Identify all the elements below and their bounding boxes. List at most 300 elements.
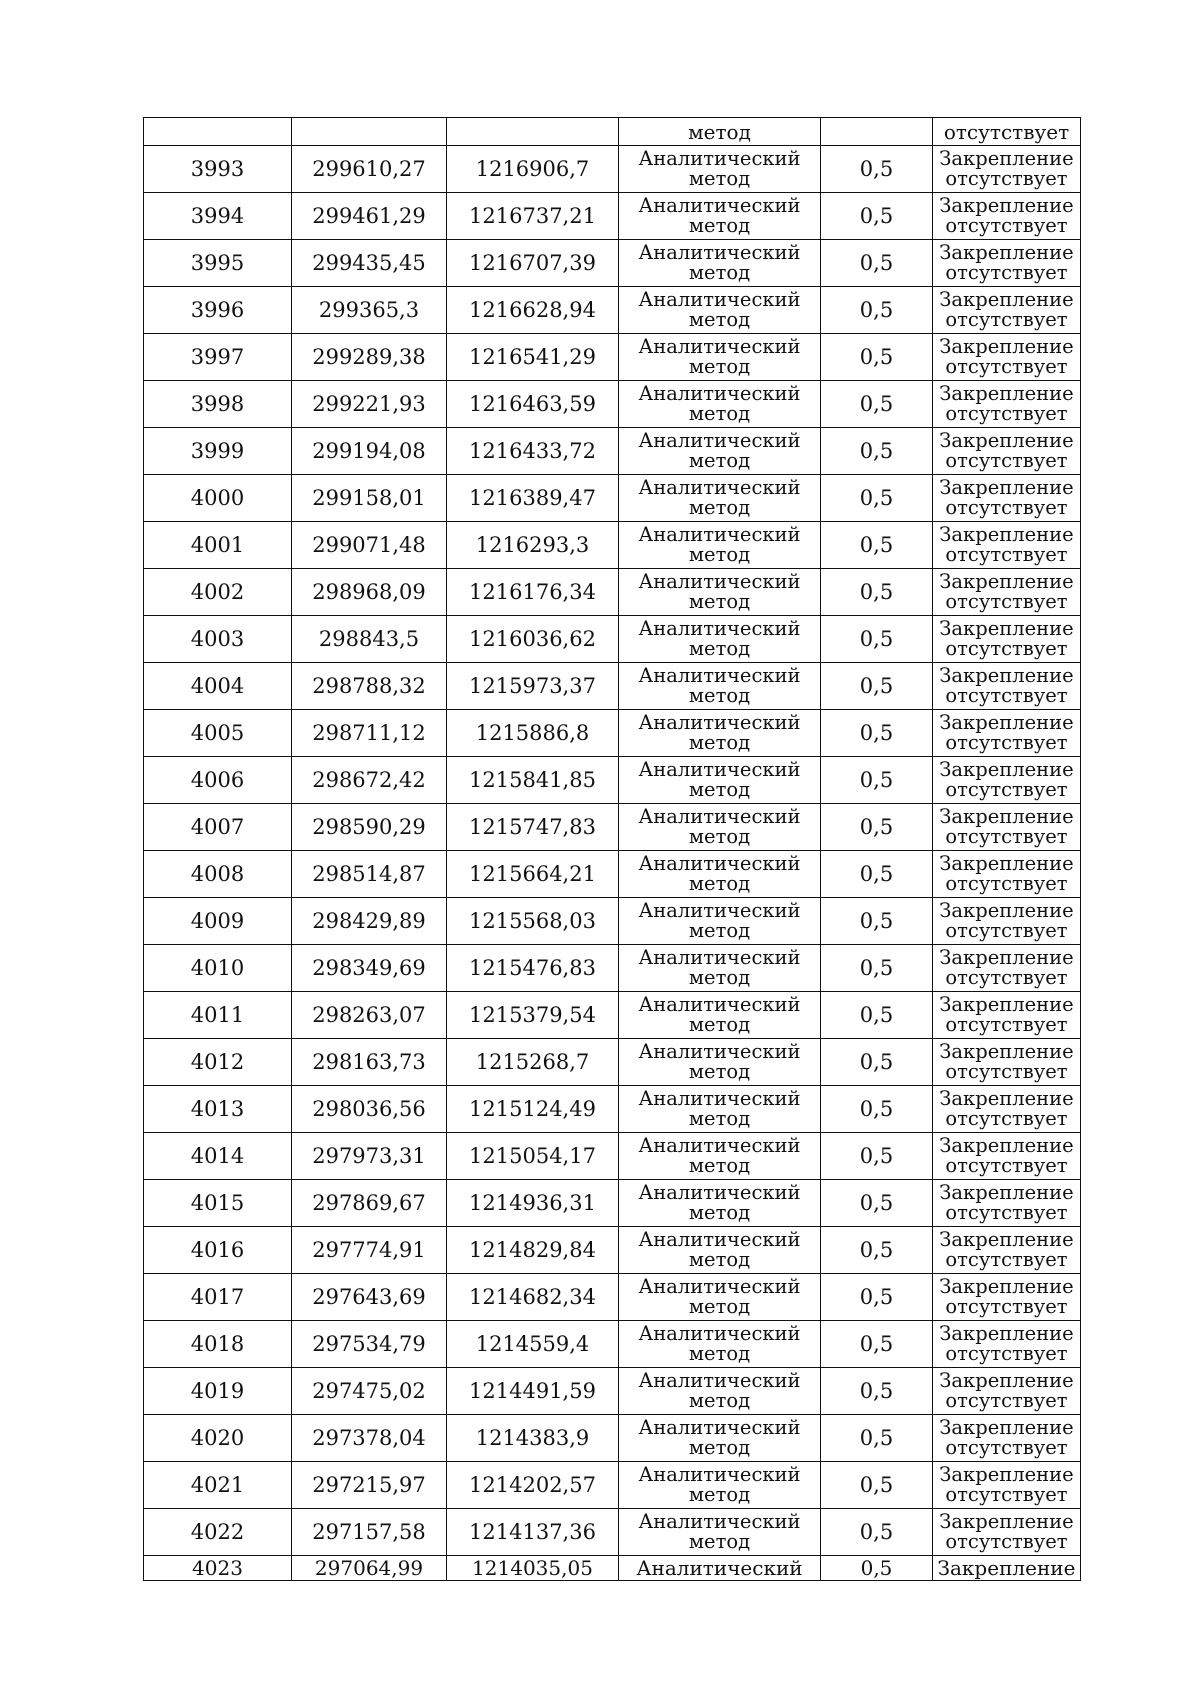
- fixing-line-1: Закрепление: [939, 711, 1074, 734]
- cell-fixing: Закрепление: [933, 1556, 1081, 1581]
- method-line-1: Аналитический: [638, 946, 801, 969]
- fixing-line-1: Закрепление: [939, 946, 1074, 969]
- cell-method: [619, 428, 821, 475]
- cell-fixing: [933, 1509, 1081, 1556]
- table-row: [144, 146, 1081, 193]
- method-line-2: метод: [688, 1154, 751, 1177]
- fixing-line-2: отсутствует: [945, 261, 1068, 284]
- cell-method: [619, 851, 821, 898]
- cell-point-number: 4009: [144, 898, 292, 945]
- cell-x: 297643,69: [292, 1274, 447, 1321]
- table-row: [144, 240, 1081, 287]
- cell-fixing: [933, 804, 1081, 851]
- fixing-line-2: отсутствует: [945, 1201, 1068, 1224]
- cell-y: 1216036,62: [447, 616, 619, 663]
- method-line-2: метод: [688, 496, 751, 519]
- cell-point-number: 4015: [144, 1180, 292, 1227]
- cell-accuracy: 0,5: [821, 992, 933, 1039]
- fixing-line-2: отсутствует: [945, 684, 1068, 707]
- method-line-2: метод: [688, 919, 751, 942]
- method-line-1: Аналитический: [638, 335, 801, 358]
- cell-method: [619, 381, 821, 428]
- cell-accuracy: 0,5: [821, 1086, 933, 1133]
- method-line-2: метод: [688, 1201, 751, 1224]
- cell-y: 1216906,7: [447, 146, 619, 193]
- cell-y: 1214383,9: [447, 1415, 619, 1462]
- cell-x: 297774,91: [292, 1227, 447, 1274]
- method-line-2: метод: [688, 1342, 751, 1365]
- method-line-1: Аналитический: [638, 1322, 801, 1345]
- cell-x: 299221,93: [292, 381, 447, 428]
- fixing-line-1: Закрепление: [939, 1416, 1074, 1439]
- method-line-1: Аналитический: [638, 194, 801, 217]
- cell-accuracy: 0,5: [821, 1180, 933, 1227]
- fixing-line-2: отсутствует: [945, 1248, 1068, 1271]
- cell-y: 1216707,39: [447, 240, 619, 287]
- cell-x: 298429,89: [292, 898, 447, 945]
- coordinates-table: [143, 117, 1081, 1581]
- cell-point-number: 4006: [144, 757, 292, 804]
- method-line-2: метод: [688, 261, 751, 284]
- cell-point-number: 4001: [144, 522, 292, 569]
- cell-method: [619, 945, 821, 992]
- cell-x: 298843,5: [292, 616, 447, 663]
- method-line-1: Аналитический: [638, 288, 801, 311]
- method-line-1: Аналитический: [638, 1040, 801, 1063]
- method-line-2: метод: [688, 1389, 751, 1412]
- table-row: [144, 1227, 1081, 1274]
- cell-point-number: 4005: [144, 710, 292, 757]
- fixing-line-1: Закрепление: [939, 382, 1074, 405]
- table-row: [144, 804, 1081, 851]
- method-line-2: метод: [688, 543, 751, 566]
- method-line-2: метод: [688, 355, 751, 378]
- method-line-1: Аналитический: [638, 1463, 801, 1486]
- method-line-1: Аналитический: [638, 147, 801, 170]
- table-row: [144, 1274, 1081, 1321]
- cell-method: [619, 1133, 821, 1180]
- cell-point-number: 4018: [144, 1321, 292, 1368]
- cell-y: 1216389,47: [447, 475, 619, 522]
- cell-accuracy: 0,5: [821, 851, 933, 898]
- method-line-1: Аналитический: [638, 476, 801, 499]
- method-line-1: Аналитический: [638, 1416, 801, 1439]
- cell-point-number: 4013: [144, 1086, 292, 1133]
- cell-method: [619, 569, 821, 616]
- fixing-line-2: отсутствует: [945, 966, 1068, 989]
- cell-y: 1215124,49: [447, 1086, 619, 1133]
- method-line-1: Аналитический: [638, 1134, 801, 1157]
- cell-x: 299435,45: [292, 240, 447, 287]
- fixing-line-1: Закрепление: [939, 617, 1074, 640]
- cell-point-number: 4010: [144, 945, 292, 992]
- method-line-2: метод: [688, 778, 751, 801]
- cell-point-number: 4011: [144, 992, 292, 1039]
- table-row: [144, 1321, 1081, 1368]
- cell-fixing: [933, 1368, 1081, 1415]
- cell-y: 1214936,31: [447, 1180, 619, 1227]
- method-line-1: Аналитический: [638, 1087, 801, 1110]
- fixing-line-1: Закрепление: [939, 147, 1074, 170]
- cell-accuracy: 0,5: [821, 334, 933, 381]
- cell-y: 1216176,34: [447, 569, 619, 616]
- fixing-line-1: Закрепление: [939, 852, 1074, 875]
- method-line-1: Аналитический: [638, 1181, 801, 1204]
- table-row: [144, 428, 1081, 475]
- method-line-2: метод: [688, 1295, 751, 1318]
- fixing-line-1: Закрепление: [939, 805, 1074, 828]
- table-row: [144, 1415, 1081, 1462]
- cell-accuracy: 0,5: [821, 710, 933, 757]
- fixing-line-2: отсутствует: [945, 731, 1068, 754]
- cell-fixing: [933, 1415, 1081, 1462]
- method-line-2: метод: [688, 1436, 751, 1459]
- fixing-line-2: отсутствует: [945, 1483, 1068, 1506]
- table-row: [144, 1368, 1081, 1415]
- method-line-1: Аналитический: [638, 1275, 801, 1298]
- fixing-line-2: отсутствует: [945, 825, 1068, 848]
- cell-accuracy: 0,5: [821, 146, 933, 193]
- cell-accuracy: 0,5: [821, 1462, 933, 1509]
- method-line-2: метод: [688, 214, 751, 237]
- fixing-line-1: Закрепление: [939, 1275, 1074, 1298]
- table-row: [144, 381, 1081, 428]
- cell-y: 1216737,21: [447, 193, 619, 240]
- cell-accuracy: 0,5: [821, 616, 933, 663]
- cell-fixing: [933, 240, 1081, 287]
- method-line-2: метод: [688, 1060, 751, 1083]
- fixing-line-1: Закрепление: [939, 570, 1074, 593]
- method-line-1: Аналитический: [638, 711, 801, 734]
- cell-fixing: [933, 710, 1081, 757]
- fixing-line-2: отсутствует: [945, 1530, 1068, 1553]
- cell-x: 297869,67: [292, 1180, 447, 1227]
- cell-point-number: 3996: [144, 287, 292, 334]
- cell-method: [619, 1227, 821, 1274]
- cell-fixing: [933, 1227, 1081, 1274]
- cell-point-number: 4021: [144, 1462, 292, 1509]
- cell-fixing: [933, 851, 1081, 898]
- fixing-line-2: отсутствует: [945, 1436, 1068, 1459]
- cell-point-number: 4000: [144, 475, 292, 522]
- method-line-1: Аналитический: [638, 570, 801, 593]
- cell-accuracy: 0,5: [821, 1415, 933, 1462]
- cell-x: 297534,79: [292, 1321, 447, 1368]
- cell-y: 1214137,36: [447, 1509, 619, 1556]
- method-line-2: метод: [688, 637, 751, 660]
- fixing-line-2: отсутствует: [945, 590, 1068, 613]
- cell-method: [619, 992, 821, 1039]
- cell-point-number: 4020: [144, 1415, 292, 1462]
- cell-point-number: 4023: [144, 1556, 292, 1581]
- cell-fixing: [933, 1086, 1081, 1133]
- cell-method: [619, 193, 821, 240]
- cell-fixing: [933, 663, 1081, 710]
- method-line-2: метод: [688, 308, 751, 331]
- cell-fixing: [933, 1321, 1081, 1368]
- cell-x: 298590,29: [292, 804, 447, 851]
- fixing-line-1: Закрепление: [939, 993, 1074, 1016]
- method-line-2: метод: [688, 731, 751, 754]
- cell-point-number: 4008: [144, 851, 292, 898]
- cell-y: 1214491,59: [447, 1368, 619, 1415]
- cell-x: 299194,08: [292, 428, 447, 475]
- cell-x: 299461,29: [292, 193, 447, 240]
- method-line-2: метод: [688, 449, 751, 472]
- method-line-2: метод: [688, 1013, 751, 1036]
- fixing-line-1: Закрепление: [939, 288, 1074, 311]
- fixing-line-2: отсутствует: [945, 1013, 1068, 1036]
- fixing-line-2: отсутствует: [945, 1342, 1068, 1365]
- fixing-line-1: Закрепление: [939, 476, 1074, 499]
- cell-point-number: 4017: [144, 1274, 292, 1321]
- cell-fixing: [933, 569, 1081, 616]
- cell-point-number: 4016: [144, 1227, 292, 1274]
- cell-x: [292, 118, 447, 146]
- table-row: [144, 945, 1081, 992]
- fixing-line-1: Закрепление: [939, 1134, 1074, 1157]
- method-line-2: метод: [688, 825, 751, 848]
- cell-x: 298263,07: [292, 992, 447, 1039]
- cell-x: 298711,12: [292, 710, 447, 757]
- method-line-2: метод: [688, 590, 751, 613]
- method-line-1: Аналитический: [638, 993, 801, 1016]
- fixing-line-2: отсутствует: [945, 402, 1068, 425]
- cell-accuracy: 0,5: [821, 898, 933, 945]
- cell-x: 298672,42: [292, 757, 447, 804]
- cell-accuracy: 0,5: [821, 287, 933, 334]
- method-line-2: метод: [688, 1483, 751, 1506]
- cell-method: [619, 898, 821, 945]
- fixing-line-2: отсутствует: [945, 496, 1068, 519]
- fixing-line-1: Закрепление: [939, 1369, 1074, 1392]
- cell-accuracy: 0,5: [821, 1321, 933, 1368]
- cell-point-number: 3994: [144, 193, 292, 240]
- cell-x: 298514,87: [292, 851, 447, 898]
- method-line-2: метод: [688, 966, 751, 989]
- cell-fixing: [933, 1039, 1081, 1086]
- table-row: [144, 616, 1081, 663]
- cell-accuracy: 0,5: [821, 945, 933, 992]
- cell-y: 1216541,29: [447, 334, 619, 381]
- table-row-continuation: [144, 118, 1081, 146]
- cell-accuracy: 0,5: [821, 428, 933, 475]
- fixing-line-1: Закрепление: [939, 1040, 1074, 1063]
- cell-accuracy: 0,5: [821, 1556, 933, 1581]
- method-line-1: Аналитический: [638, 1510, 801, 1533]
- cell-y: 1216433,72: [447, 428, 619, 475]
- fixing-line-1: Закрепление: [939, 241, 1074, 264]
- method-line-2: метод: [688, 167, 751, 190]
- cell-accuracy: 0,5: [821, 1368, 933, 1415]
- table-row: [144, 522, 1081, 569]
- fixing-line-1: Закрепление: [939, 899, 1074, 922]
- cell-x: 297475,02: [292, 1368, 447, 1415]
- method-line-2: метод: [688, 684, 751, 707]
- fixing-line-1: Закрепление: [939, 758, 1074, 781]
- fixing-line-1: Закрепление: [939, 523, 1074, 546]
- fixing-line-1: Закрепление: [939, 664, 1074, 687]
- fixing-line-2: отсутствует: [945, 214, 1068, 237]
- table-row: [144, 1133, 1081, 1180]
- cell-fixing: [933, 1133, 1081, 1180]
- fixing-line-2: отсутствует: [945, 778, 1068, 801]
- cell-method: [619, 146, 821, 193]
- cell-y: 1214035,05: [447, 1556, 619, 1581]
- fixing-line-2: отсутствует: [945, 637, 1068, 660]
- table-row: [144, 1462, 1081, 1509]
- method-line-1: Аналитический: [638, 523, 801, 546]
- cell-accuracy: 0,5: [821, 522, 933, 569]
- method-line-2: метод: [688, 1248, 751, 1271]
- method-line-1: Аналитический: [638, 1369, 801, 1392]
- cell-point-number: [144, 118, 292, 146]
- cell-x: 297378,04: [292, 1415, 447, 1462]
- table-row: [144, 193, 1081, 240]
- table-row: [144, 710, 1081, 757]
- cell-method: [619, 522, 821, 569]
- cell-y: 1215379,54: [447, 992, 619, 1039]
- method-line-1: Аналитический: [638, 805, 801, 828]
- cell-y: 1214559,4: [447, 1321, 619, 1368]
- cell-fixing: [933, 193, 1081, 240]
- cell-point-number: 3999: [144, 428, 292, 475]
- fixing-line-2: отсутствует: [945, 1389, 1068, 1412]
- fixing-line-2: отсутствует: [945, 919, 1068, 942]
- cell-method: [619, 1509, 821, 1556]
- cell-y: 1214829,84: [447, 1227, 619, 1274]
- cell-point-number: 3997: [144, 334, 292, 381]
- fixing-line-2: отсутствует: [945, 1060, 1068, 1083]
- cell-method: [619, 475, 821, 522]
- fixing-line-2: отсутствует: [945, 355, 1068, 378]
- fixing-line-1: Закрепление: [939, 1087, 1074, 1110]
- cell-fixing: [933, 898, 1081, 945]
- fixing-line-2: отсутствует: [945, 872, 1068, 895]
- cell-method: Аналитический: [619, 1556, 821, 1581]
- method-line-2: метод: [688, 872, 751, 895]
- fixing-line-2: отсутствует: [945, 308, 1068, 331]
- cell-y: [447, 118, 619, 146]
- cell-y: 1216293,3: [447, 522, 619, 569]
- cell-x: 298163,73: [292, 1039, 447, 1086]
- cell-x: 297157,58: [292, 1509, 447, 1556]
- table-row: [144, 1180, 1081, 1227]
- cell-y: 1214202,57: [447, 1462, 619, 1509]
- cell-accuracy: 0,5: [821, 569, 933, 616]
- table-row: [144, 287, 1081, 334]
- cell-fixing: [933, 992, 1081, 1039]
- cell-point-number: 4007: [144, 804, 292, 851]
- method-line-1: Аналитический: [638, 1228, 801, 1251]
- method-line-1: Аналитический: [638, 664, 801, 687]
- cell-y: 1215664,21: [447, 851, 619, 898]
- fixing-line-2: отсутствует: [945, 1107, 1068, 1130]
- cell-fixing: [933, 381, 1081, 428]
- cell-accuracy: 0,5: [821, 381, 933, 428]
- table-row: [144, 1086, 1081, 1133]
- cell-point-number: 4004: [144, 663, 292, 710]
- fixing-line-1: Закрепление: [939, 335, 1074, 358]
- cell-x: 299071,48: [292, 522, 447, 569]
- cell-method: [619, 804, 821, 851]
- method-line-2: метод: [688, 1530, 751, 1553]
- cell-accuracy: 0,5: [821, 804, 933, 851]
- method-line-1: Аналитический: [638, 617, 801, 640]
- cell-x: 299289,38: [292, 334, 447, 381]
- cell-method: [619, 663, 821, 710]
- fixing-line-1: Закрепление: [939, 1463, 1074, 1486]
- table-row: [144, 334, 1081, 381]
- cell-y: 1215568,03: [447, 898, 619, 945]
- table-row: [144, 663, 1081, 710]
- cell-fixing: [933, 287, 1081, 334]
- cell-y: 1215268,7: [447, 1039, 619, 1086]
- cell-point-number: 4003: [144, 616, 292, 663]
- cell-accuracy: 0,5: [821, 1274, 933, 1321]
- cell-accuracy: 0,5: [821, 240, 933, 287]
- cell-accuracy: 0,5: [821, 193, 933, 240]
- fixing-line-2: отсутствует: [945, 449, 1068, 472]
- cell-fixing: [933, 428, 1081, 475]
- cell-method: [619, 616, 821, 663]
- table-row: [144, 475, 1081, 522]
- cell-accuracy: 0,5: [821, 1039, 933, 1086]
- cell-x: 299158,01: [292, 475, 447, 522]
- cell-x: 297973,31: [292, 1133, 447, 1180]
- cell-accuracy: 0,5: [821, 475, 933, 522]
- fixing-line-1: Закрепление: [939, 1510, 1074, 1533]
- fixing-line-1: Закрепление: [939, 194, 1074, 217]
- table-row: [144, 992, 1081, 1039]
- cell-x: 299610,27: [292, 146, 447, 193]
- cell-fixing: [933, 616, 1081, 663]
- cell-point-number: 4012: [144, 1039, 292, 1086]
- cell-method: [619, 1086, 821, 1133]
- coordinates-table-body: [144, 118, 1081, 1581]
- method-line-2: метод: [688, 402, 751, 425]
- fixing-line-2: отсутствует: [945, 1154, 1068, 1177]
- cell-accuracy: 0,5: [821, 1509, 933, 1556]
- cell-method: [619, 1462, 821, 1509]
- cell-fixing: [933, 334, 1081, 381]
- method-line-1: Аналитический: [638, 758, 801, 781]
- method-line-1: Аналитический: [638, 429, 801, 452]
- cell-point-number: 4002: [144, 569, 292, 616]
- cell-y: 1214682,34: [447, 1274, 619, 1321]
- cell-x: 297064,99: [292, 1556, 447, 1581]
- method-line-1: Аналитический: [638, 899, 801, 922]
- method-line-1: Аналитический: [638, 852, 801, 875]
- cell-y: 1216628,94: [447, 287, 619, 334]
- cell-point-number: 3998: [144, 381, 292, 428]
- cell-fixing: отсутствует: [933, 118, 1081, 146]
- method-line-2: метод: [688, 1107, 751, 1130]
- cell-fixing: [933, 1462, 1081, 1509]
- cell-fixing: [933, 475, 1081, 522]
- method-line-1: Аналитический: [638, 382, 801, 405]
- cell-fixing: [933, 757, 1081, 804]
- cell-y: 1215476,83: [447, 945, 619, 992]
- cell-y: 1215973,37: [447, 663, 619, 710]
- cell-accuracy: [821, 118, 933, 146]
- cell-method: [619, 1180, 821, 1227]
- table-row-partial: [144, 1556, 1081, 1581]
- cell-x: 297215,97: [292, 1462, 447, 1509]
- cell-y: 1215886,8: [447, 710, 619, 757]
- cell-method: [619, 1415, 821, 1462]
- fixing-line-1: Закрепление: [939, 1181, 1074, 1204]
